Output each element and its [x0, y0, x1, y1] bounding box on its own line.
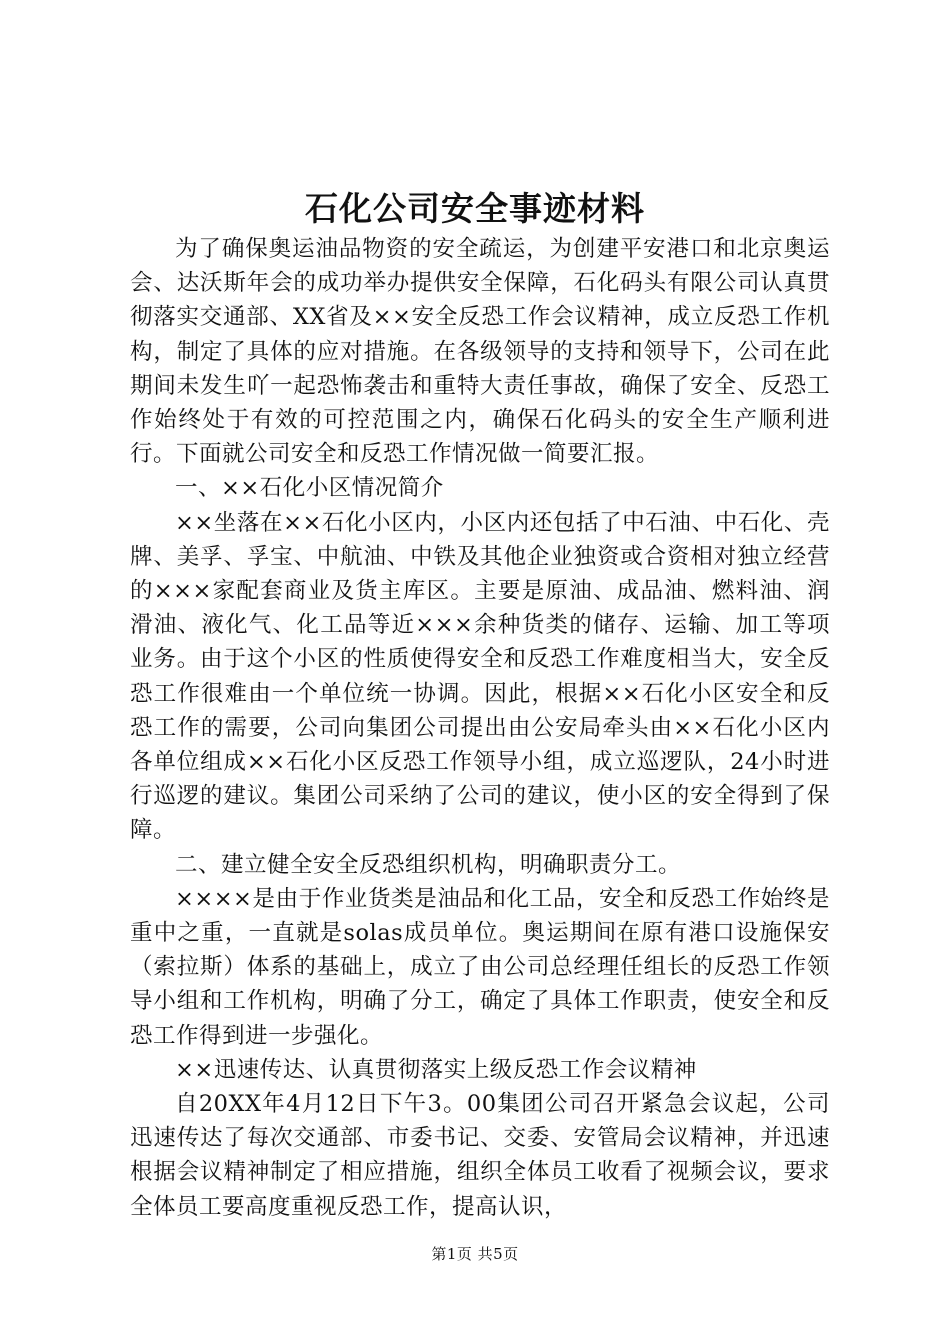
section-heading-3: ××迅速传达、认真贯彻落实上级反恐工作会议精神	[175, 1056, 697, 1083]
section-heading-2: 二、建立健全安全反恐组织机构，明确职责分工。	[175, 851, 682, 878]
section-heading-1: 一、××石化小区情况简介	[175, 475, 444, 502]
document-title: 石化公司安全事迹材料	[305, 189, 645, 228]
page-number-footer: 第1页 共5页	[431, 1245, 519, 1263]
paragraph-section-1: ××坐落在××石化小区内，小区内还包括了中石油、中石化、壳牌、美孚、孚宝、中航油、中铁及其他企业独资或合资相对独立经营的×××家配套商业及货主库区。主要是原油、成品油、燃料油、润滑油、液化气、化工品等近×××余种货类的储存、运输、加工等项业务。由于这个小区的性质使得安全和反恐工作难度相当大，安全反恐工作很难由一个单位统一协调。因此，根据××石化小区安全和反恐工作的需要，公司向集团公司提出由公安局牵头由××石化小区内各单位组成××石化小区反恐工作领导小组，成立巡逻队，24小时进行巡逻的建议。集团公司采纳了公司的建议，使小区的安全得到了保障。	[130, 509, 830, 844]
paragraph-section-3: 自20XX年4月12日下午3。00集团公司召开紧急会议起，公司迅速传达了每次交通部、市委书记、交委、安管局会议精神，并迅速根据会议精神制定了相应措施，组织全体员工收看了视频会议，要求全体员工要高度重视反恐工作，提高认识，	[130, 1091, 830, 1220]
paragraph-intro: 为了确保奥运油品物资的安全疏运，为创建平安港口和北京奥运会、达沃斯年会的成功举办提供安全保障，石化码头有限公司认真贯彻落实交通部、XX省及××安全反恐工作会议精神，成立反恐工作机构，制定了具体的应对措施。在各级领导的支持和领导下，公司在此期间未发生吖一起恐怖袭击和重特大责任事故，确保了安全、反恐工作始终处于有效的可控范围之内，确保石化码头的安全生产顺利进行。下面就公司安全和反恐工作情况做一简要汇报。	[130, 236, 830, 468]
paragraph-section-2: ××××是由于作业货类是油品和化工品，安全和反恐工作始终是重中之重，一直就是solas成员单位。奥运期间在原有港口设施保安（索拉斯）体系的基础上，成立了由公司总经理任组长的反恐工作领导小组和工作机构，明确了分工，确定了具体工作职责，使安全和反恐工作得到进一步强化。	[130, 885, 830, 1049]
document-body	[130, 232, 830, 1224]
